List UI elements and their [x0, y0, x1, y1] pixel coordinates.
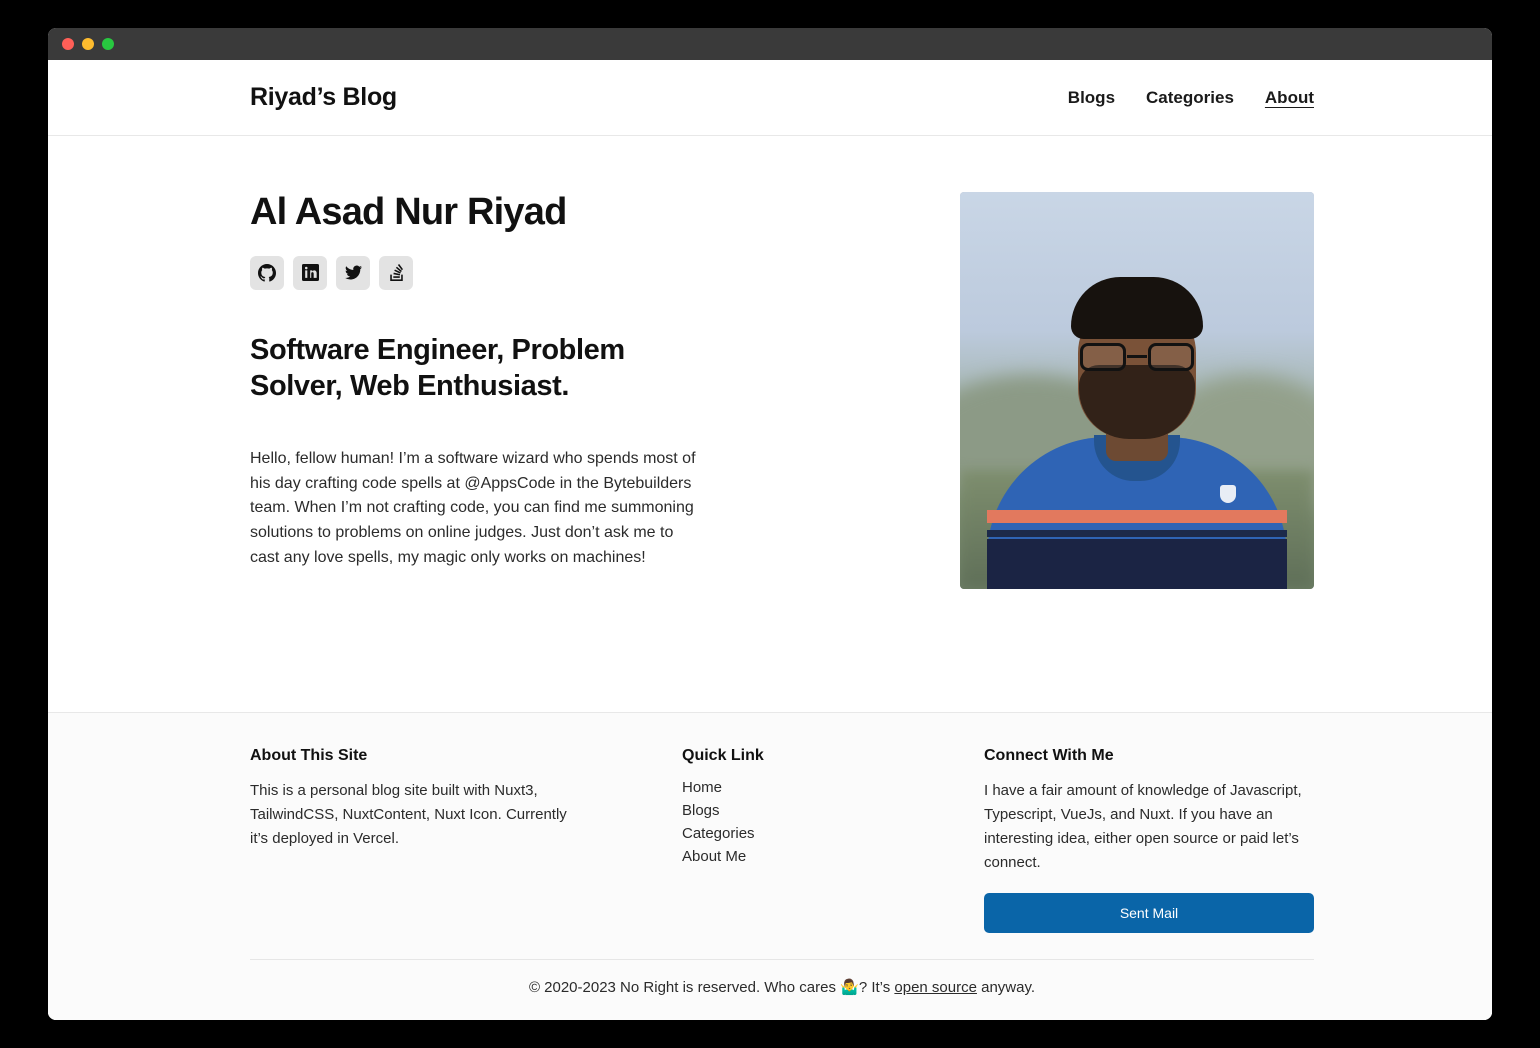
page-title: Al Asad Nur Riyad: [250, 191, 567, 233]
main-navigation: [1068, 88, 1314, 108]
list-item: [682, 802, 882, 820]
footer-connect-column: [984, 747, 1314, 933]
site-footer: [48, 712, 1492, 1020]
linkedin-icon[interactable]: [293, 256, 327, 290]
window-titlebar: [48, 28, 1492, 60]
main-section: [48, 136, 1492, 712]
close-window-button[interactable]: [62, 38, 74, 50]
nav-item-about[interactable]: About: [1264, 87, 1314, 107]
footer-about-column: [250, 747, 580, 933]
quick-links-list: [682, 779, 882, 866]
page-content: [48, 60, 1492, 1020]
footer-columns: [250, 747, 1314, 933]
site-brand[interactable]: Riyad’s Blog: [250, 83, 397, 111]
quick-link-blogs[interactable]: Blogs: [682, 802, 720, 819]
browser-window: [48, 28, 1492, 1020]
quick-link-home[interactable]: Home: [682, 779, 723, 796]
copyright-suffix: anyway.: [976, 979, 1036, 996]
footer-quick-title: Quick Link: [682, 747, 764, 764]
github-icon[interactable]: [250, 256, 284, 290]
site-header: [48, 60, 1492, 136]
twitter-icon[interactable]: [336, 256, 370, 290]
minimize-window-button[interactable]: [82, 38, 94, 50]
copyright: [250, 959, 1314, 996]
list-item: [682, 848, 882, 866]
sent-mail-button[interactable]: Sent Mail: [984, 893, 1314, 933]
footer-connect-title: Connect With Me: [984, 747, 1114, 764]
nav-item-categories[interactable]: Categories: [1146, 87, 1234, 107]
list-item: [682, 779, 882, 797]
footer-about-text: This is a personal blog site built with Nuxt3, TailwindCSS, NuxtContent, Nuxt Icon. Currently it’s deployed in Vercel.: [250, 782, 567, 847]
intro-block: [250, 188, 720, 571]
bio-text: Hello, fellow human! I’m a software wizard who spends most of his day crafting code spells at @AppsCode in the Bytebuilders team. When I’m not crafting code, you can find me summoning solutions to problems on online judges. Just don’t ask me to cast any love spells, my magic only works on machines!: [250, 449, 696, 567]
footer-quick-links-column: [682, 747, 882, 933]
quick-link-about-me[interactable]: About Me: [682, 848, 747, 865]
footer-about-title: About This Site: [250, 747, 368, 764]
social-links: [250, 256, 720, 290]
tagline: Software Engineer, Problem Solver, Web Enthusiast.: [250, 333, 625, 403]
open-source-link[interactable]: open source: [894, 979, 977, 996]
quick-link-categories[interactable]: Categories: [682, 825, 755, 842]
list-item: [682, 825, 882, 843]
footer-connect-text: I have a fair amount of knowledge of Javascript, Typescript, VueJs, and Nuxt. If you have an interesting idea, either open source or paid let’s connect.: [984, 782, 1302, 871]
nav-item-blogs[interactable]: Blogs: [1067, 87, 1116, 107]
profile-photo: [960, 192, 1314, 589]
zoom-window-button[interactable]: [102, 38, 114, 50]
stackoverflow-icon[interactable]: [379, 256, 413, 290]
copyright-prefix: © 2020-2023 No Right is reserved. Who cares 🤷‍♂️? It’s: [528, 979, 895, 996]
